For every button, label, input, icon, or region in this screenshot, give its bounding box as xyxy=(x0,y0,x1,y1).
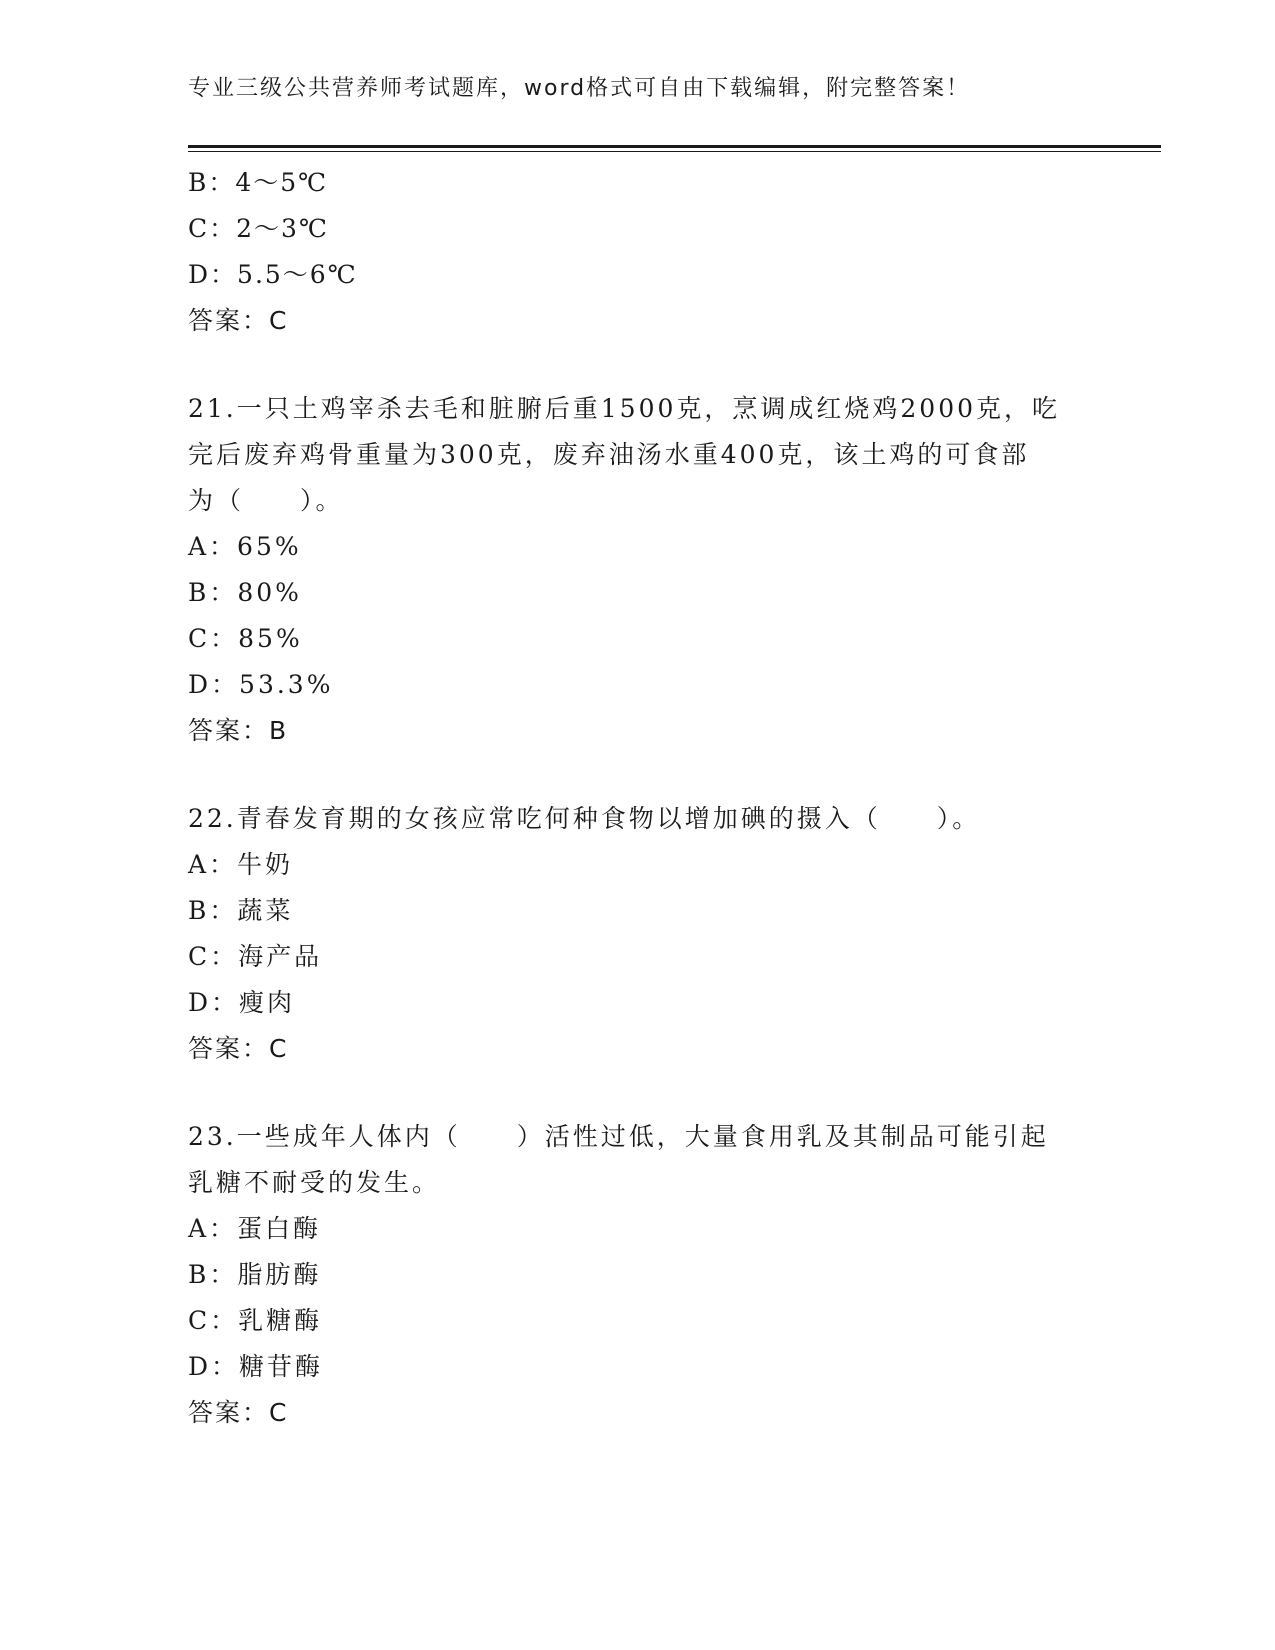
option-c: C：海产品 xyxy=(188,942,323,971)
page-header: 专业三级公共营养师考试题库，word格式可自由下载编辑，附完整答案！ xyxy=(188,76,971,101)
option-d: D：5.5～6℃ xyxy=(188,260,358,289)
option-d: D：53.3% xyxy=(188,670,334,699)
option-b: B：4～5℃ xyxy=(188,168,329,197)
answer-line: 答案：C xyxy=(188,306,289,335)
option-b: B：80% xyxy=(188,578,302,607)
question-23 xyxy=(188,1114,1078,1436)
option-d: D：瘦肉 xyxy=(188,988,296,1017)
option-c: C：2～3℃ xyxy=(188,214,329,243)
previous-question-tail xyxy=(188,160,1078,344)
answer-line: 答案：C xyxy=(188,1398,289,1427)
question-text-line: 21.一只土鸡宰杀去毛和脏腑后重1500克，烹调成红烧鸡2000克，吃 xyxy=(188,394,1061,423)
answer-line: 答案：B xyxy=(188,716,289,745)
option-a: A：蛋白酶 xyxy=(188,1214,322,1243)
option-a: A：65% xyxy=(188,532,302,561)
header-divider-thick xyxy=(188,145,1161,148)
option-c: C：85% xyxy=(188,624,303,653)
question-text-line: 23.一些成年人体内（ ）活性过低，大量食用乳及其制品可能引起 xyxy=(188,1122,1049,1151)
option-a: A：牛奶 xyxy=(188,850,294,879)
header-divider-thin xyxy=(188,151,1161,152)
question-text-line: 完后废弃鸡骨重量为300克，废弃油汤水重400克，该土鸡的可食部 xyxy=(188,440,1030,469)
question-21 xyxy=(188,386,1078,754)
option-d: D：糖苷酶 xyxy=(188,1352,324,1381)
option-b: B：脂肪酶 xyxy=(188,1260,322,1289)
question-text-line: 乳糖不耐受的发生。 xyxy=(188,1168,441,1197)
option-c: C：乳糖酶 xyxy=(188,1306,323,1335)
question-22 xyxy=(188,796,1078,1072)
question-text-line: 为（ ）。 xyxy=(188,486,344,515)
question-text-line: 22.青春发育期的女孩应常吃何种食物以增加碘的摄入（ ）。 xyxy=(188,804,981,833)
option-b: B：蔬菜 xyxy=(188,896,294,925)
answer-line: 答案：C xyxy=(188,1034,289,1063)
question-content xyxy=(188,160,1078,1436)
